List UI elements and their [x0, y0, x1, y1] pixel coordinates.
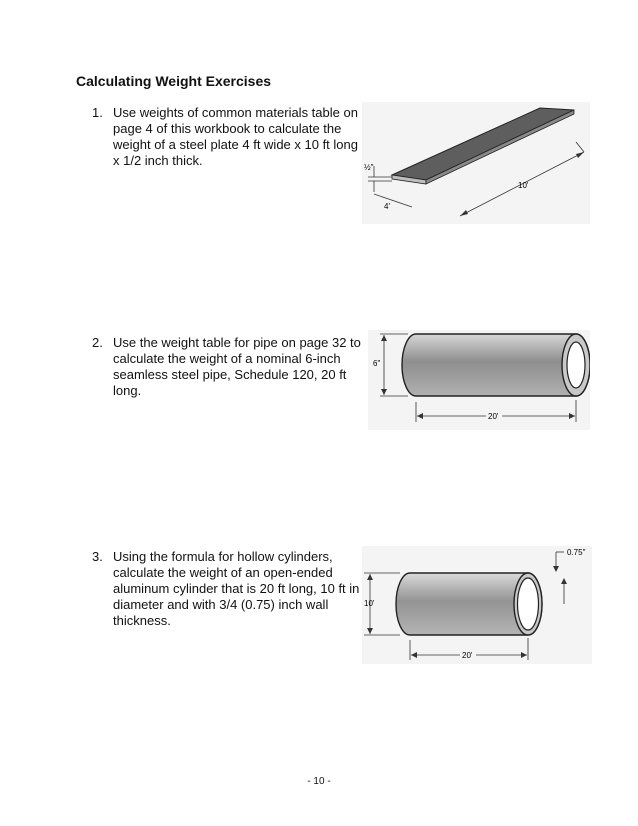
diameter-label: 6"	[373, 359, 381, 368]
exercise-number: 1.	[92, 105, 103, 120]
width-label: 4'	[384, 202, 390, 211]
exercise-line: weight of a steel plate 4 ft wide x 10 ft long	[113, 137, 358, 152]
steel-pipe-figure	[368, 330, 590, 430]
exercise-line: calculate the weight of an open-ended	[113, 565, 333, 580]
cylinder-bore	[518, 578, 539, 630]
length-label: 20'	[488, 412, 499, 421]
exercise-line: seamless steel pipe, Schedule 120, 20 ft	[113, 367, 347, 382]
exercise-number: 2.	[92, 335, 103, 350]
exercise-line: page 4 of this workbook to calculate the	[113, 121, 342, 136]
exercise-text	[113, 549, 363, 629]
aluminum-cylinder-figure	[362, 546, 592, 664]
exercise-line: Use the weight table for pipe on page 32 to	[113, 335, 361, 350]
steel-plate-figure	[362, 102, 590, 224]
length-label: 10'	[518, 181, 529, 190]
exercise-line: thickness.	[113, 613, 171, 628]
pipe-bore	[567, 342, 585, 388]
exercise-line: long.	[113, 383, 142, 398]
exercise-line: diameter and with 3/4 (0.75) inch wall	[113, 597, 329, 612]
exercise-line: Use weights of common materials table on	[113, 105, 358, 120]
exercise-number: 3.	[92, 549, 103, 564]
exercise-line: x 1/2 inch thick.	[113, 153, 203, 168]
page-number: - 10 -	[307, 776, 331, 787]
exercise-text	[113, 335, 363, 399]
exercise-text	[113, 105, 363, 169]
exercise-3	[92, 549, 362, 633]
exercise-line: aluminum cylinder that is 20 ft long, 10 ft in	[113, 581, 360, 596]
exercise-line: Using the formula for hollow cylinders,	[113, 549, 333, 564]
diameter-label: 10'	[364, 599, 375, 608]
exercise-line: calculate the weight of a nominal 6-inch	[113, 351, 341, 366]
wall-thickness-label: 0.75"	[567, 548, 586, 557]
thickness-label: ½"	[364, 163, 374, 172]
exercise-1	[92, 105, 362, 175]
length-label: 20'	[462, 651, 473, 660]
page-title: Calculating Weight Exercises	[76, 73, 272, 89]
exercise-2	[92, 335, 362, 405]
